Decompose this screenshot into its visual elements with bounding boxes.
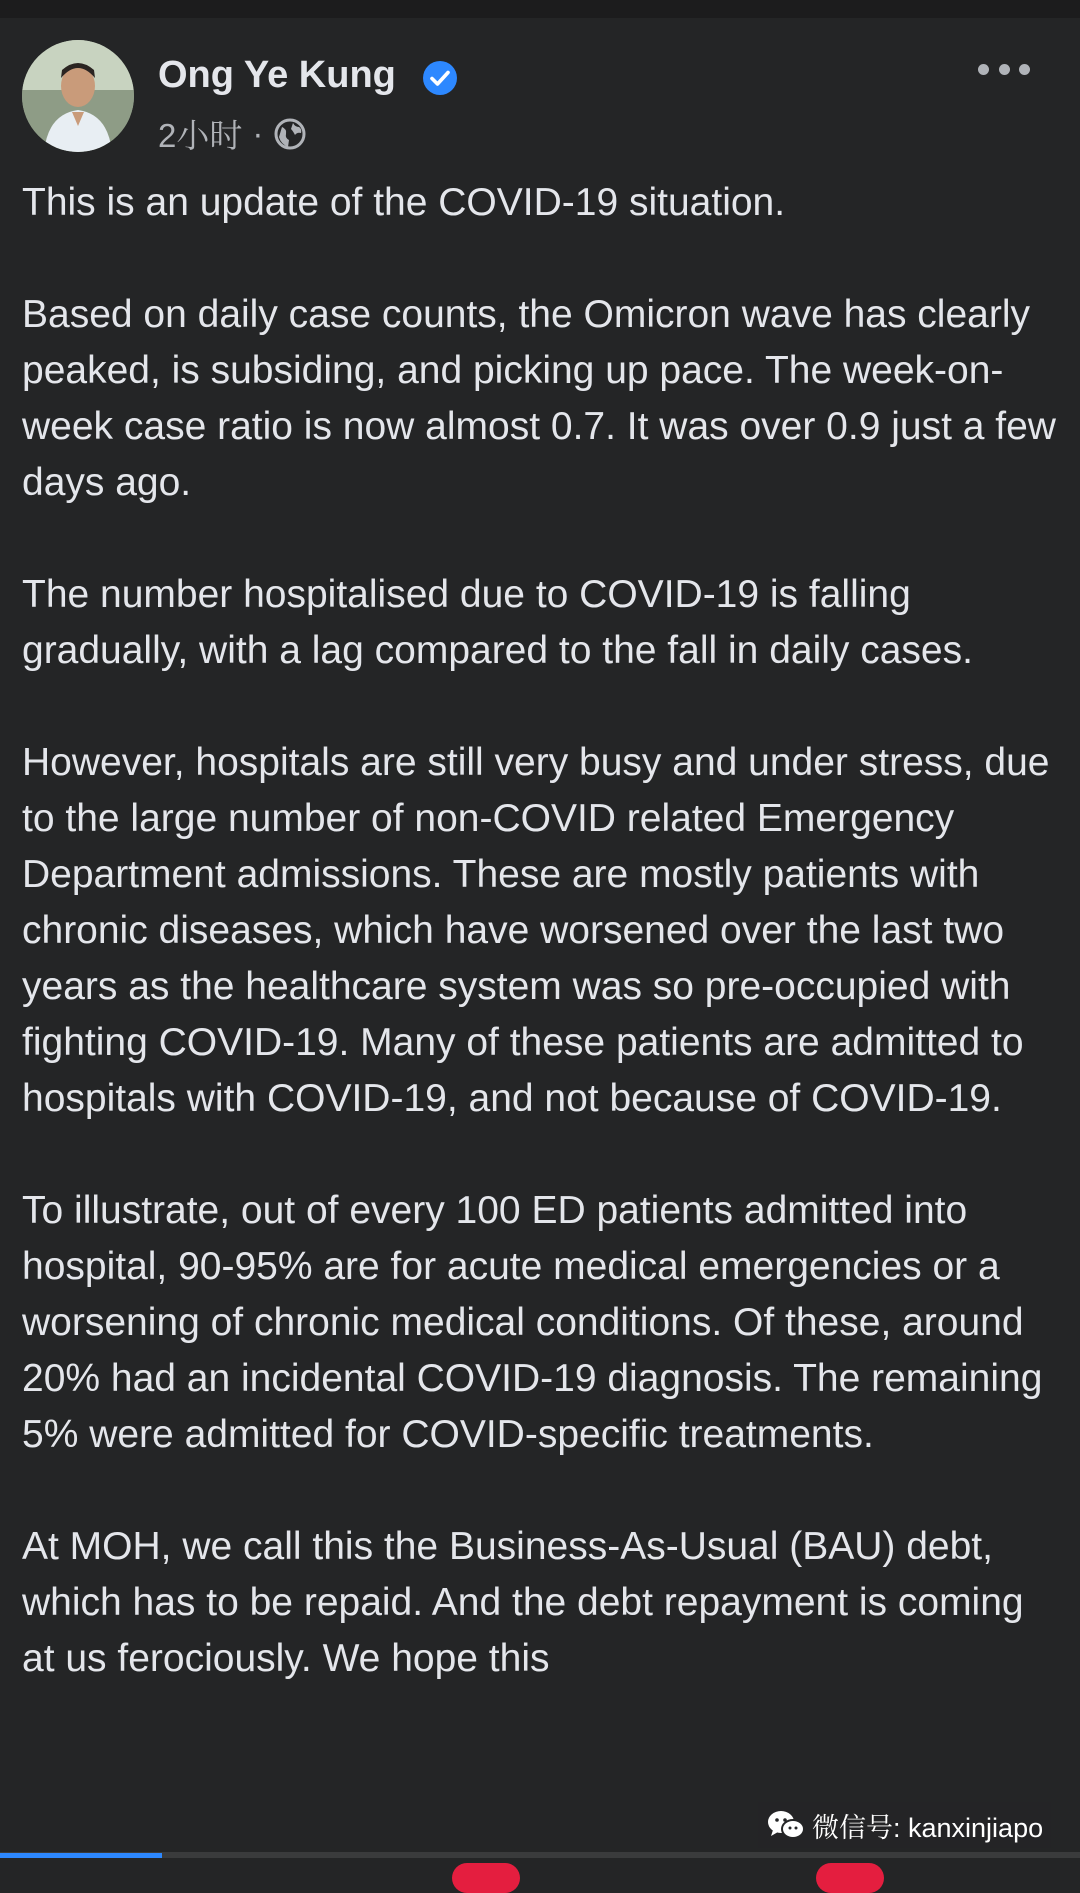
- post-timestamp[interactable]: 2小时: [158, 117, 243, 154]
- post-paragraph: Based on daily case counts, the Omicron wave has clearly peaked, is subsiding, and picking up pace. The week-on-week case ratio is now almost 0.7. It was over 0.9 just a few days ago.: [22, 293, 1056, 504]
- scroll-progress-track: [0, 1853, 1080, 1858]
- post-paragraph: However, hospitals are still very busy and under stress, due to the large number of non-COVID related Emergency Department admissions. These are mostly patients with chronic diseases, which have worsened over the last two years as the healthcare system was so pre-occupied with fighting COVID-19. Many of these patients are admitted to hospitals with COVID-19, and not because of COVID-19.: [22, 741, 1050, 1120]
- post-paragraph: At MOH, we call this the Business-As-Usual (BAU) debt, which has to be repaid. And the debt repayment is coming at us ferociously. We hope this: [22, 1525, 1024, 1680]
- verified-badge-icon: [422, 60, 458, 96]
- wechat-icon: [766, 1808, 806, 1842]
- watermark-text: 微信号: kanxinjiapo: [812, 1812, 1044, 1843]
- meta-separator: ·: [252, 114, 264, 152]
- post-header: [22, 40, 1058, 158]
- author-avatar[interactable]: [22, 40, 134, 152]
- author-name[interactable]: Ong Ye Kung: [158, 54, 396, 96]
- more-dot: [999, 64, 1010, 75]
- post-paragraph: The number hospitalised due to COVID-19 is falling gradually, with a lag compared to the fall in daily cases.: [22, 573, 973, 672]
- scroll-progress-fill: [0, 1853, 162, 1858]
- globe-icon: [273, 117, 307, 151]
- more-options-icon[interactable]: [978, 54, 1030, 84]
- more-dot: [978, 64, 989, 75]
- watermark: [758, 1802, 1051, 1848]
- notification-badge[interactable]: [816, 1863, 884, 1893]
- post-meta: [158, 110, 307, 157]
- notification-badge[interactable]: [452, 1863, 520, 1893]
- previous-post-fragment: [0, 0, 1080, 18]
- post-body: [22, 175, 1062, 1687]
- more-dot: [1019, 64, 1030, 75]
- post-paragraph: This is an update of the COVID-19 situation.: [22, 181, 786, 224]
- post-paragraph: To illustrate, out of every 100 ED patients admitted into hospital, 90-95% are for acute medical emergencies or a worsening of chronic medical conditions. Of these, around 20% had an incidental COVID-19 diagnosis. The remaining 5% were admitted for COVID-specific treatments.: [22, 1189, 1043, 1456]
- bottom-tab-bar: [0, 1852, 1080, 1876]
